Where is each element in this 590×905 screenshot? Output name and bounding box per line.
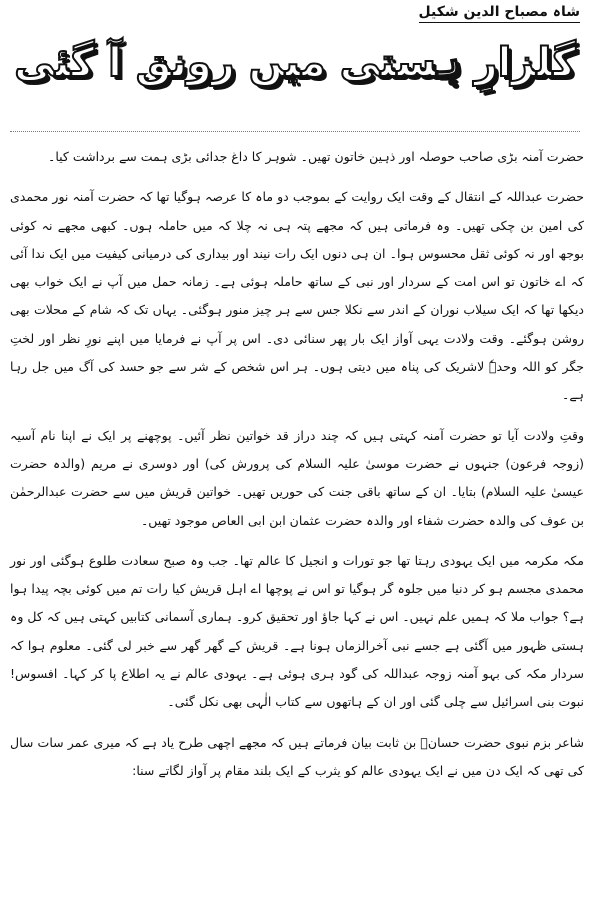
paragraph: حضرت آمنہ بڑی صاحب حوصلہ اور ذہین خاتون تھیں۔ شوہر کا داغ جدائی بڑی ہمت سے برداشت کیا۔ — [48, 149, 584, 164]
author-byline: شاہ مصباح الدین شکیل — [419, 4, 581, 23]
paragraph: وقتِ ولادت آیا تو حضرت آمنہ کہتی ہیں کہ چند دراز قد خواتین نظر آئیں۔ پوچھنے پر ایک نے اپنا نام آسیہ (زوجہ فرعون) جنہوں نے حضرت موسیٰ علیہ السلام کی پرورش کی) اور دوسری نے مریم (والدہ حضرت عیسیٰ علیہ السلام) بتایا۔ ان کے ساتھ باقی جنت کی حوریں تھیں۔ خواتین قریش میں سے حضرت عبدالرحمٰن بن عوف کی والدہ حضرت شفاء اور والدہ حضرت عثمان ابن ابی العاص موجود تھیں۔ — [10, 427, 584, 528]
article-body — [10, 143, 584, 797]
title-divider — [10, 131, 580, 132]
paragraph: حضرت عبداللہ کے انتقال کے وقت ایک روایت کے بموجب دو ماہ کا عرصہ ہوگیا تھا کہ حضرت آمنہ نور محمدی کی امین بن چکی تھیں۔ وہ فرماتی ہیں کہ مجھے پتہ ہی نہ چلا کہ میں حاملہ ہوں۔ کبھی مجھے نہ کوئی بوجھ اور نہ کوئی ثقل محسوس ہوا۔ ان ہی دنوں ایک رات نیند اور بیداری کی درمیانی کیفیت میں ایک ندا آئی کہ اے خاتون تو اس امت کے سردار اور نبی کے ساتھ حاملہ ہوئی ہے۔ زمانہ حمل میں آپ نے ایک خواب بھی دیکھا تھا کہ ایک سیلاب نوران کے اندر سے نکلا جس سے ہر چیز منور ہوگئی۔ یہاں تک کہ شام کے محلات بھی روشن ہوگئے۔ وقت ولادت یہی آواز ایک بار پھر سنائی دی۔ اس پر آپ نے فرمایا میں اپنے نورِ نظر اور لختِ جگر کو اللہ وحدہٗ لاشریک کی پناہ میں دیتی ہوں۔ ہر اس شخص کے شر سے جو حسد کی آگ میں جل رہا ہے۔ — [10, 189, 584, 403]
paragraph: شاعر بزم نبوی حضرت حسانؓ بن ثابت بیان فرماتے ہیں کہ مجھے اچھی طرح یاد ہے کہ میری عمر سات سال کی تھی کہ ایک دن میں نے ایک یہودی عالم کو یثرب کے ایک بلند مقام پر آواز لگاتے سنا: — [10, 734, 584, 778]
article-title: گلزارِ ہستی میں رونق آ گئی — [14, 40, 576, 86]
paragraph: مکہ مکرمہ میں ایک یہودی رہتا تھا جو تورات و انجیل کا عالم تھا۔ جب وہ صبح سعادت طلوع ہوگئی اور نور محمدی مجسم ہو کر دنیا میں جلوہ گر ہوگیا تو اس نے پوچھا اے اہل قریش کیا رات تم میں کوئی بچہ پیدا ہوا ہے؟ جواب ملا کہ ہمیں علم نہیں۔ اس نے کہا جاؤ اور تحقیق کرو۔ ہماری آسمانی کتابیں کہتی ہیں کہ کل وہ ہستی ظہور میں آگئی ہے جسے نبی آخرالزماں ہونا ہے۔ قریش کے گھر گھر سے خبر لی گئی۔ معلوم ہوا کہ سردار مکہ کی بہو آمنہ زوجہ عبداللہ کی گود ہری ہوئی ہے۔ یہودی عالم نے یہ اطلاع پا کر کہا۔ افسوس! نبوت بنی اسرائیل سے چلی گئی اور ان کے ہاتھوں سے کتاب الٰہی بھی نکل گئی۔ — [10, 552, 584, 710]
